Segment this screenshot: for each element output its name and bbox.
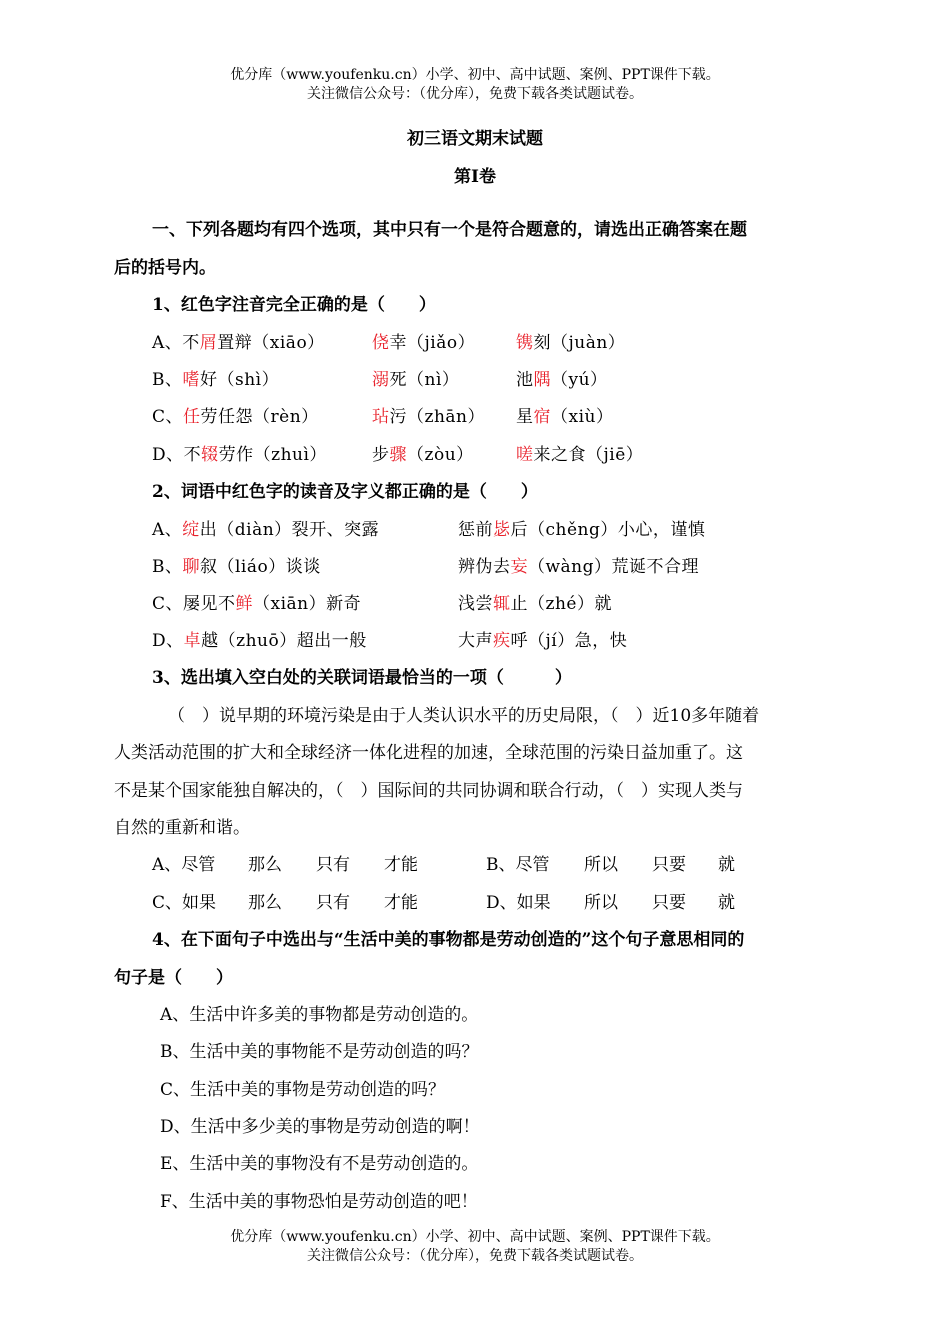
q3-option-d-word-3: 只要 <box>652 893 686 913</box>
q1-option-a-item-2: 侥幸（jiǎo） <box>372 333 476 353</box>
section-1-instruction-line-1: 一、下列各题均有四个选项，其中只有一个是符合题意的，请选出正确答案在题 <box>152 220 747 240</box>
q2-option-a-item-1: A、绽出（diàn）裂开、突露 <box>152 520 380 540</box>
q3-option-d: D、如果 <box>486 893 551 913</box>
q3-option-b: B、尽管 <box>486 855 550 875</box>
question-1-stem: 1、红色字注音完全正确的是（ ） <box>152 295 436 315</box>
q3-option-a-word-4: 才能 <box>384 855 418 875</box>
q2-option-d-item-1: D、卓越（zhuō）超出一般 <box>152 631 367 651</box>
q3-option-a: A、尽管 <box>152 855 216 875</box>
q1-option-b-item-2: 溺死（nì） <box>372 370 460 390</box>
q1-option-b-item-1: B、嗜好（shì） <box>152 370 280 390</box>
q4-option-d: D、生活中多少美的事物是劳动创造的啊！ <box>160 1117 480 1137</box>
page-header <box>0 66 950 104</box>
q3-option-a-word-2: 那么 <box>248 855 282 875</box>
q3-passage-line-1: （ ）说早期的环境污染是由于人类认识水平的历史局限，（ ）近10多年随着 <box>168 706 760 726</box>
q3-option-a-word-3: 只有 <box>316 855 350 875</box>
q1-option-a-item-3: 镌刻（juàn） <box>516 333 626 353</box>
q3-option-b-word-3: 只要 <box>652 855 686 875</box>
question-4-stem-line-1: 4、在下面句子中选出与“生活中美的事物都是劳动创造的”这个句子意思相同的 <box>152 930 745 950</box>
q3-option-c-word-3: 只有 <box>316 893 350 913</box>
q3-option-c-word-4: 才能 <box>384 893 418 913</box>
q2-option-c-item-2: 浅尝辄止（zhé）就 <box>458 594 612 614</box>
question-4-stem-line-2: 句子是（ ） <box>114 968 233 988</box>
q1-option-c-item-1: C、任劳任怨（rèn） <box>152 407 319 427</box>
q2-option-c-item-1: C、屡见不鲜（xiān）新奇 <box>152 594 362 614</box>
q1-option-a-item-1: A、不屑置辩（xiāo） <box>152 333 325 353</box>
q2-option-b-item-1: B、聊叙（liáo）谈谈 <box>152 557 321 577</box>
q2-option-a-item-2: 惩前毖后（chěng）小心，谨慎 <box>458 520 706 540</box>
section-1-instruction-line-2: 后的括号内。 <box>114 258 216 278</box>
header-line-2: 关注微信公众号：（优分库），免费下载各类试题试卷。 <box>307 86 643 102</box>
q3-passage-line-2: 人类活动范围的扩大和全球经济一体化进程的加速，全球范围的污染日益加重了。这 <box>114 743 743 763</box>
q2-option-b-item-2: 辨伪去妄（wàng）荒诞不合理 <box>458 557 700 577</box>
q4-option-a: A、生活中许多美的事物都是劳动创造的。 <box>160 1005 479 1025</box>
q1-option-d-item-3: 嗟来之食（jiē） <box>516 445 644 465</box>
q2-option-d-item-2: 大声疾呼（jí）急，快 <box>458 631 628 651</box>
q3-option-c: C、如果 <box>152 893 217 913</box>
page-footer <box>0 1228 950 1266</box>
question-3-stem: 3、选出填入空白处的关联词语最恰当的一项（ ） <box>152 668 572 688</box>
q3-passage-line-3: 不是某个国家能独自解决的，（ ）国际间的共同协调和联合行动，（ ）实现人类与 <box>114 781 743 801</box>
q4-option-f: F、生活中美的事物恐怕是劳动创造的吧！ <box>160 1192 478 1212</box>
q1-option-d-item-2: 步骤（zòu） <box>372 445 474 465</box>
question-2-stem: 2、词语中红色字的读音及字义都正确的是（ ） <box>152 482 538 502</box>
header-line-1: 优分库（www.youfenku.cn）小学、初中、高中试题、案例、PPT课件下载。 <box>230 67 720 83</box>
q3-option-c-word-2: 那么 <box>248 893 282 913</box>
q3-option-d-word-4: 就 <box>718 893 735 913</box>
q1-option-c-item-2: 玷污（zhān） <box>372 407 485 427</box>
q1-option-c-item-3: 星宿（xiù） <box>516 407 614 427</box>
q4-option-b: B、生活中美的事物能不是劳动创造的吗？ <box>160 1042 479 1062</box>
footer-line-1: 优分库（www.youfenku.cn）小学、初中、高中试题、案例、PPT课件下载。 <box>230 1229 720 1245</box>
q3-passage-line-4: 自然的重新和谐。 <box>114 818 250 838</box>
q1-option-b-item-3: 池隅（yú） <box>516 370 608 390</box>
q1-option-d-item-1: D、不辍劳作（zhuì） <box>152 445 327 465</box>
q3-option-d-word-2: 所以 <box>584 893 618 913</box>
document-title: 初三语文期末试题 <box>407 129 543 149</box>
q4-option-e: E、生活中美的事物没有不是劳动创造的。 <box>160 1154 479 1174</box>
q4-option-c: C、生活中美的事物是劳动创造的吗？ <box>160 1080 446 1100</box>
document-subtitle: 第Ⅰ卷 <box>454 167 496 187</box>
q3-option-b-word-2: 所以 <box>584 855 618 875</box>
footer-line-2: 关注微信公众号：（优分库），免费下载各类试题试卷。 <box>307 1248 643 1264</box>
q3-option-b-word-4: 就 <box>718 855 735 875</box>
